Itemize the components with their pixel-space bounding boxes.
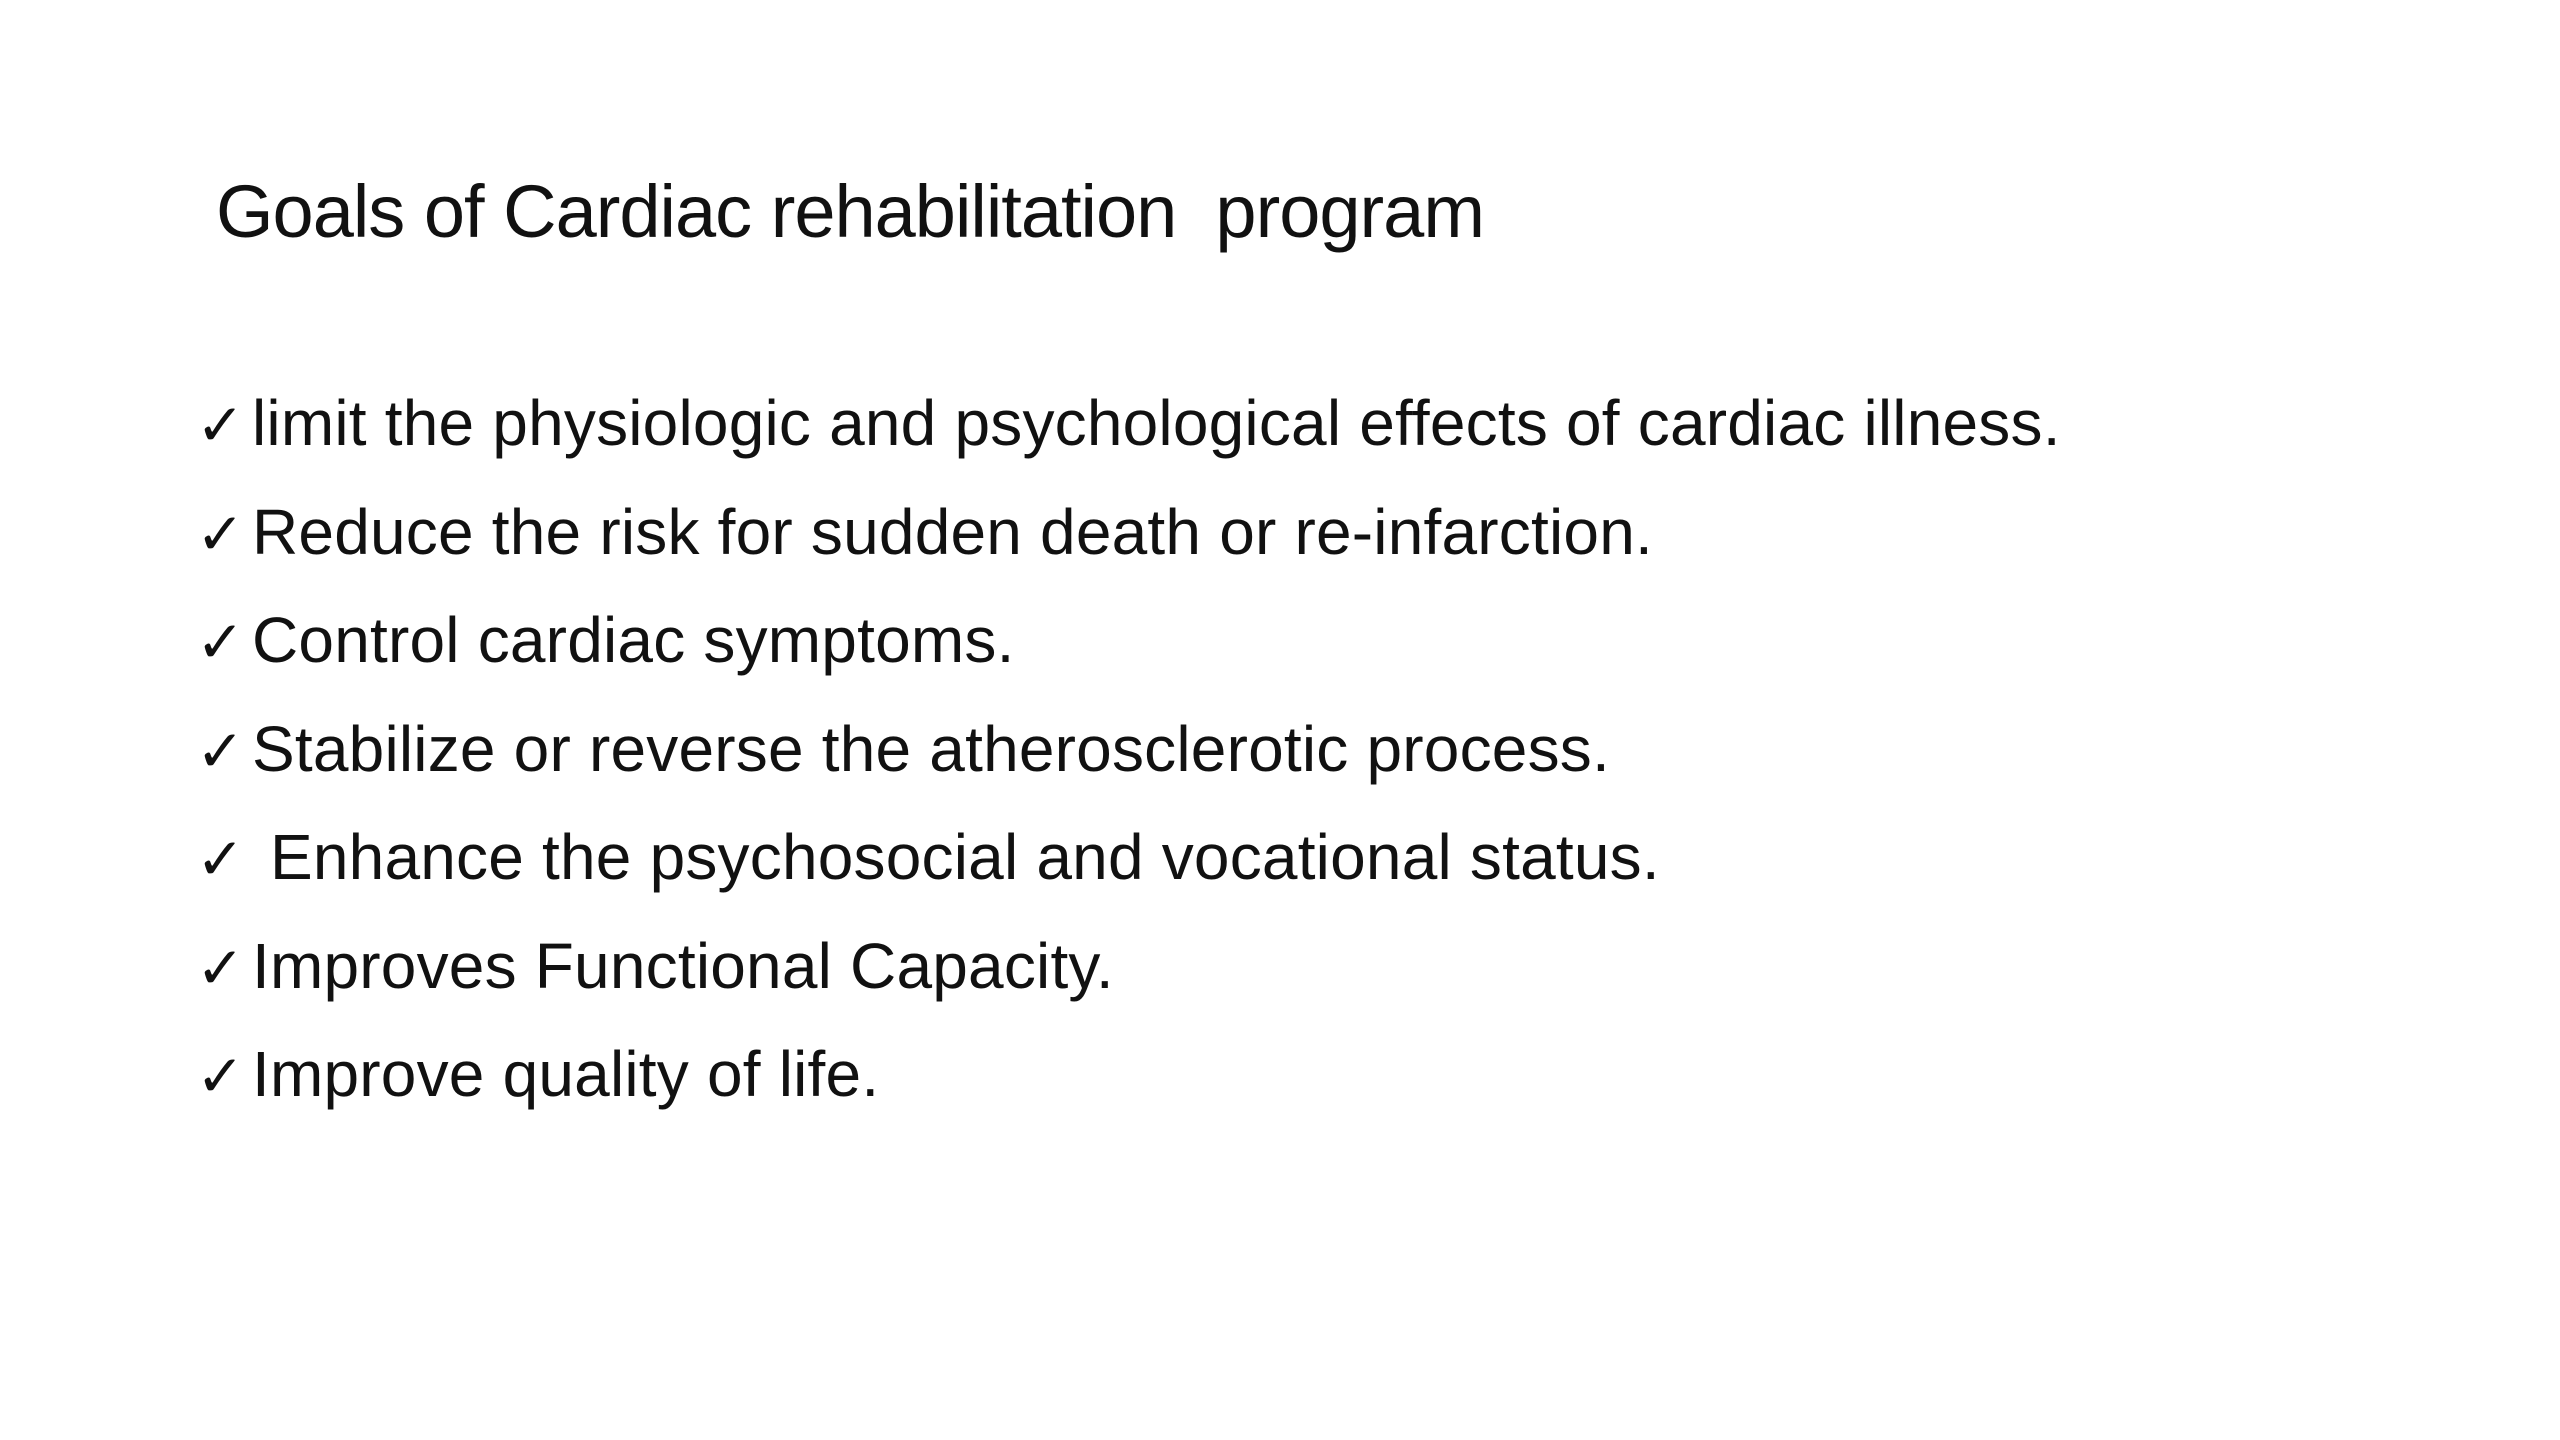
goal-list	[196, 385, 2061, 1145]
check-icon: ✓	[196, 825, 245, 893]
list-item	[196, 928, 2061, 1037]
goal-text: Control cardiac symptoms.	[252, 604, 1015, 676]
list-item	[196, 711, 2061, 820]
check-icon: ✓	[196, 499, 245, 568]
check-icon: ✓	[196, 716, 245, 785]
goal-text: limit the physiologic and psychological effects of cardiac illness.	[252, 387, 2061, 459]
list-item	[196, 385, 2061, 494]
goal-text: Reduce the risk for sudden death or re-infarction.	[252, 495, 1653, 568]
goal-text: Improves Functional Capacity.	[252, 929, 1114, 1002]
goal-text: Improve quality of life.	[252, 1038, 880, 1110]
check-icon: ✓	[196, 1042, 245, 1110]
check-icon: ✓	[196, 608, 245, 676]
goal-text: Enhance the psychosocial and vocational status.	[252, 821, 1660, 893]
list-item	[196, 819, 2061, 928]
list-item	[196, 1036, 2061, 1145]
check-icon: ✓	[196, 933, 245, 1002]
check-icon: ✓	[196, 391, 245, 459]
list-item	[196, 494, 2061, 603]
list-item	[196, 602, 2061, 711]
goal-text: Stabilize or reverse the atherosclerotic process.	[252, 712, 1610, 785]
slide-title: Goals of Cardiac rehabilitation program	[216, 170, 1484, 253]
